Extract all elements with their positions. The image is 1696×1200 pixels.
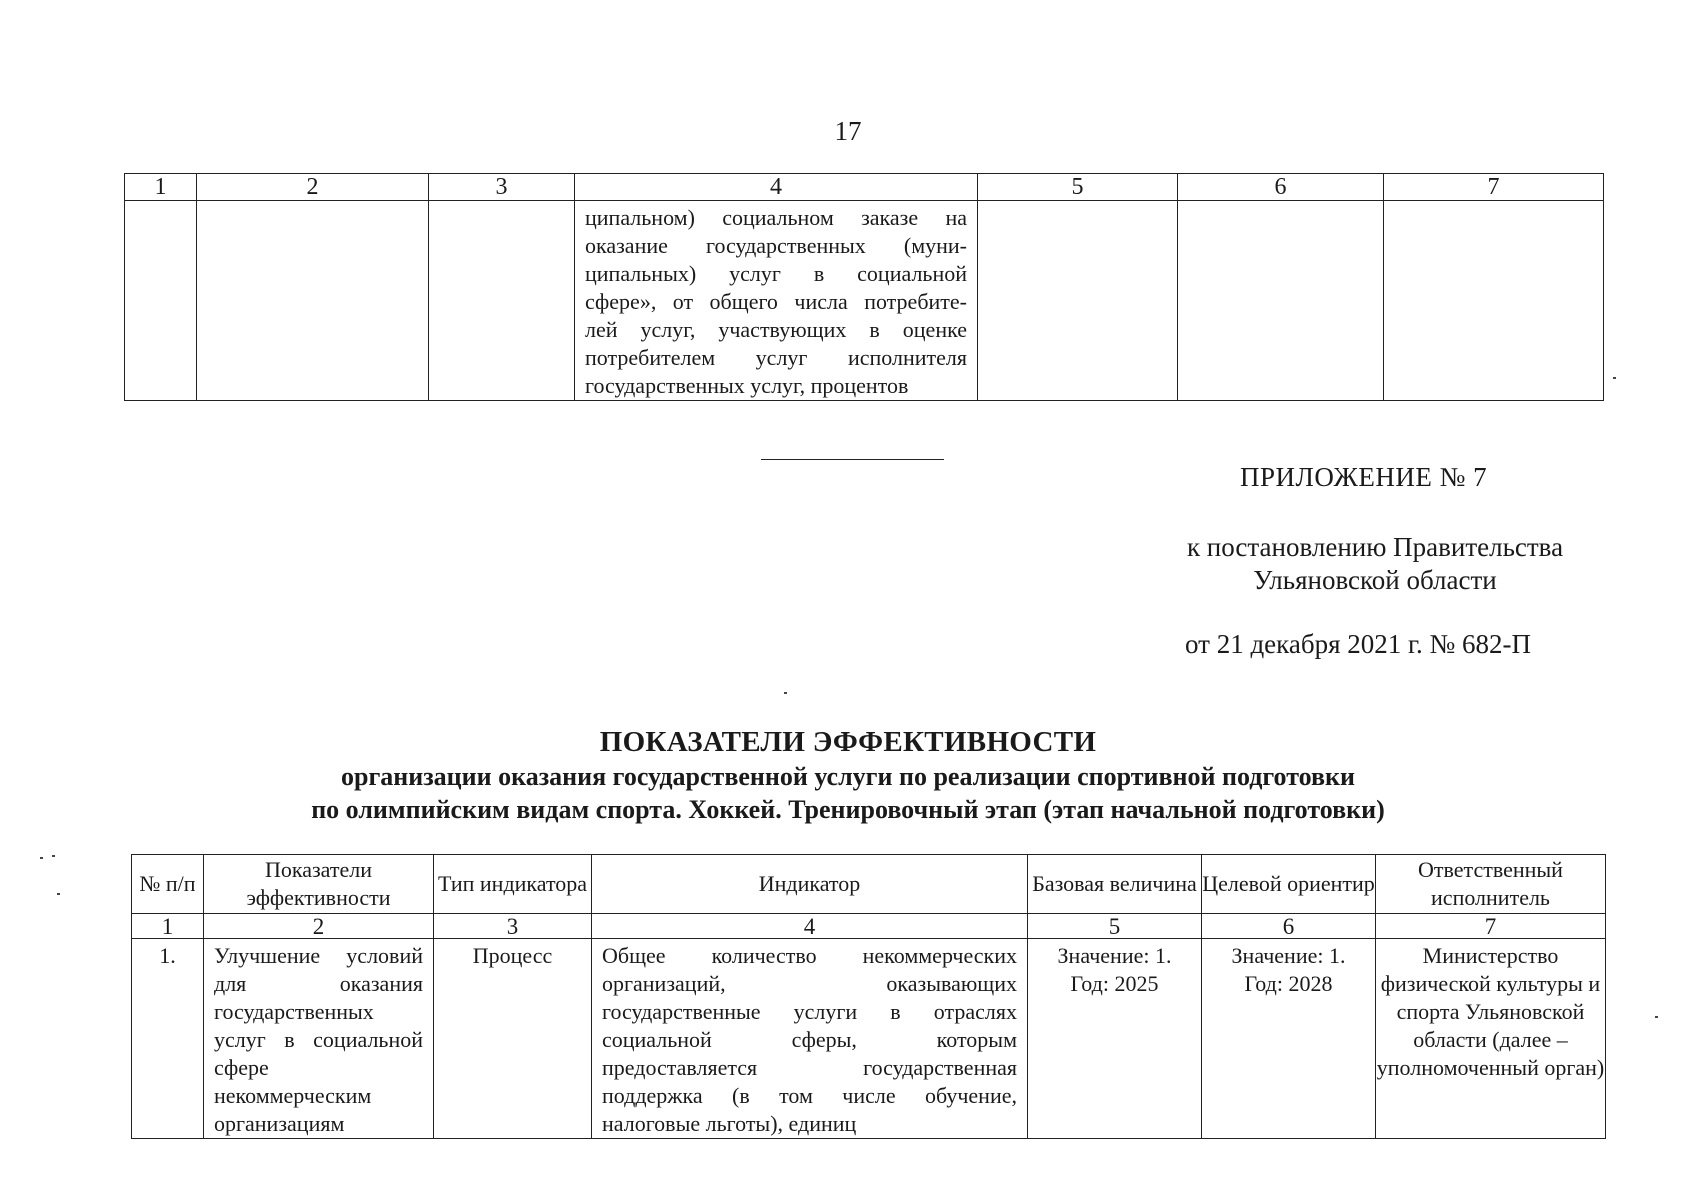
text-line: оказание государственных (муни- [585,233,967,258]
scan-speck [52,855,55,857]
table-cell [429,201,575,401]
column-number: 3 [429,174,575,201]
column-number: 4 [592,914,1028,939]
appendix-reference-line: Ульяновской области [1253,565,1497,595]
table-cell [125,201,197,401]
indicator-description: Общее количество некоммерческих организаций, оказывающих государственные услуги в отраслях социальной сферы, которым предоставляется государственная поддержка (в том числе обучение, налоговые льготы), единиц [592,939,1028,1139]
column-number: 3 [434,914,592,939]
scan-speck [784,692,787,694]
column-header: Тип индикатора [434,855,592,914]
column-number: 6 [1202,914,1376,939]
column-number-row [132,914,1606,939]
table-row [132,939,1606,1139]
base-value-line: Значение: 1. [1057,943,1172,968]
target-value [1202,939,1376,1139]
appendix-title: ПРИЛОЖЕНИЕ № 7 [1240,462,1488,492]
indicator-text [575,201,977,400]
table-cell [978,201,1178,401]
table-row [125,201,1604,401]
text-line: сфере», от общего числа потребите- [585,289,967,314]
scan-speck [1655,1016,1658,1018]
column-number: 7 [1376,914,1606,939]
title-line: ПОКАЗАТЕЛИ ЭФФЕКТИВНОСТИ [599,726,1097,758]
table-cell [1384,201,1604,401]
indicators-table [131,854,1606,1139]
title-line: организации оказания государственной услуги по реализации спортивной подготовки [341,762,1355,791]
text-line: лей услуг, участвующих в оценке [585,317,967,342]
column-number: 5 [1028,914,1202,939]
header-row [132,855,1606,914]
column-number: 4 [575,174,978,201]
column-number: 1 [125,174,197,201]
column-number-row [125,174,1604,201]
text-line: ципальных) услуг в социальной [585,261,967,286]
title-line: по олимпийским видам спорта. Хоккей. Тренировочный этап (этап начальной подготовки) [311,795,1385,824]
column-header: № п/п [132,855,204,914]
responsible-executor: Министерство физической культуры и спорта Ульяновской области (далее – уполномоченный орган) [1376,939,1606,1139]
target-value-line: Год: 2028 [1244,971,1333,996]
indicator-type: Процесс [434,939,592,1139]
column-header: Показатели эффективности [204,855,434,914]
appendix-reference-line: к постановлению Правительства [1186,532,1564,562]
document-title [0,724,1696,826]
column-number: 7 [1384,174,1604,201]
row-number: 1. [132,939,204,1139]
column-header: Целевой ориентир [1202,855,1376,914]
column-number: 1 [132,914,204,939]
text-line: потребителем услуг исполнителя [585,345,967,370]
text-line: ципальном) социальном заказе на [585,205,967,230]
continuation-table [124,173,1604,401]
scan-speck [57,893,60,895]
appendix-date: от 21 декабря 2021 г. № 682-П [1185,629,1532,659]
column-number: 6 [1178,174,1384,201]
indicator-name: Улучшение условий для оказания государственных услуг в социальной сфере некоммерческим организациям [204,939,434,1139]
scan-speck [1613,377,1616,379]
column-number: 5 [978,174,1178,201]
column-header: Ответственный исполнитель [1376,855,1606,914]
section-separator [761,459,944,460]
target-value-line: Значение: 1. [1231,943,1346,968]
appendix-reference [1170,531,1580,597]
table-cell [1178,201,1384,401]
text-line: государственных услуг, процентов [585,373,909,398]
column-number: 2 [197,174,429,201]
indicator-cell [575,201,978,401]
column-header: Индикатор [592,855,1028,914]
scan-speck [40,857,43,859]
table-cell [197,201,429,401]
column-number: 2 [204,914,434,939]
column-header: Базовая величина [1028,855,1202,914]
base-value-line: Год: 2025 [1070,971,1159,996]
page-number: 17 [834,116,862,146]
base-value [1028,939,1202,1139]
